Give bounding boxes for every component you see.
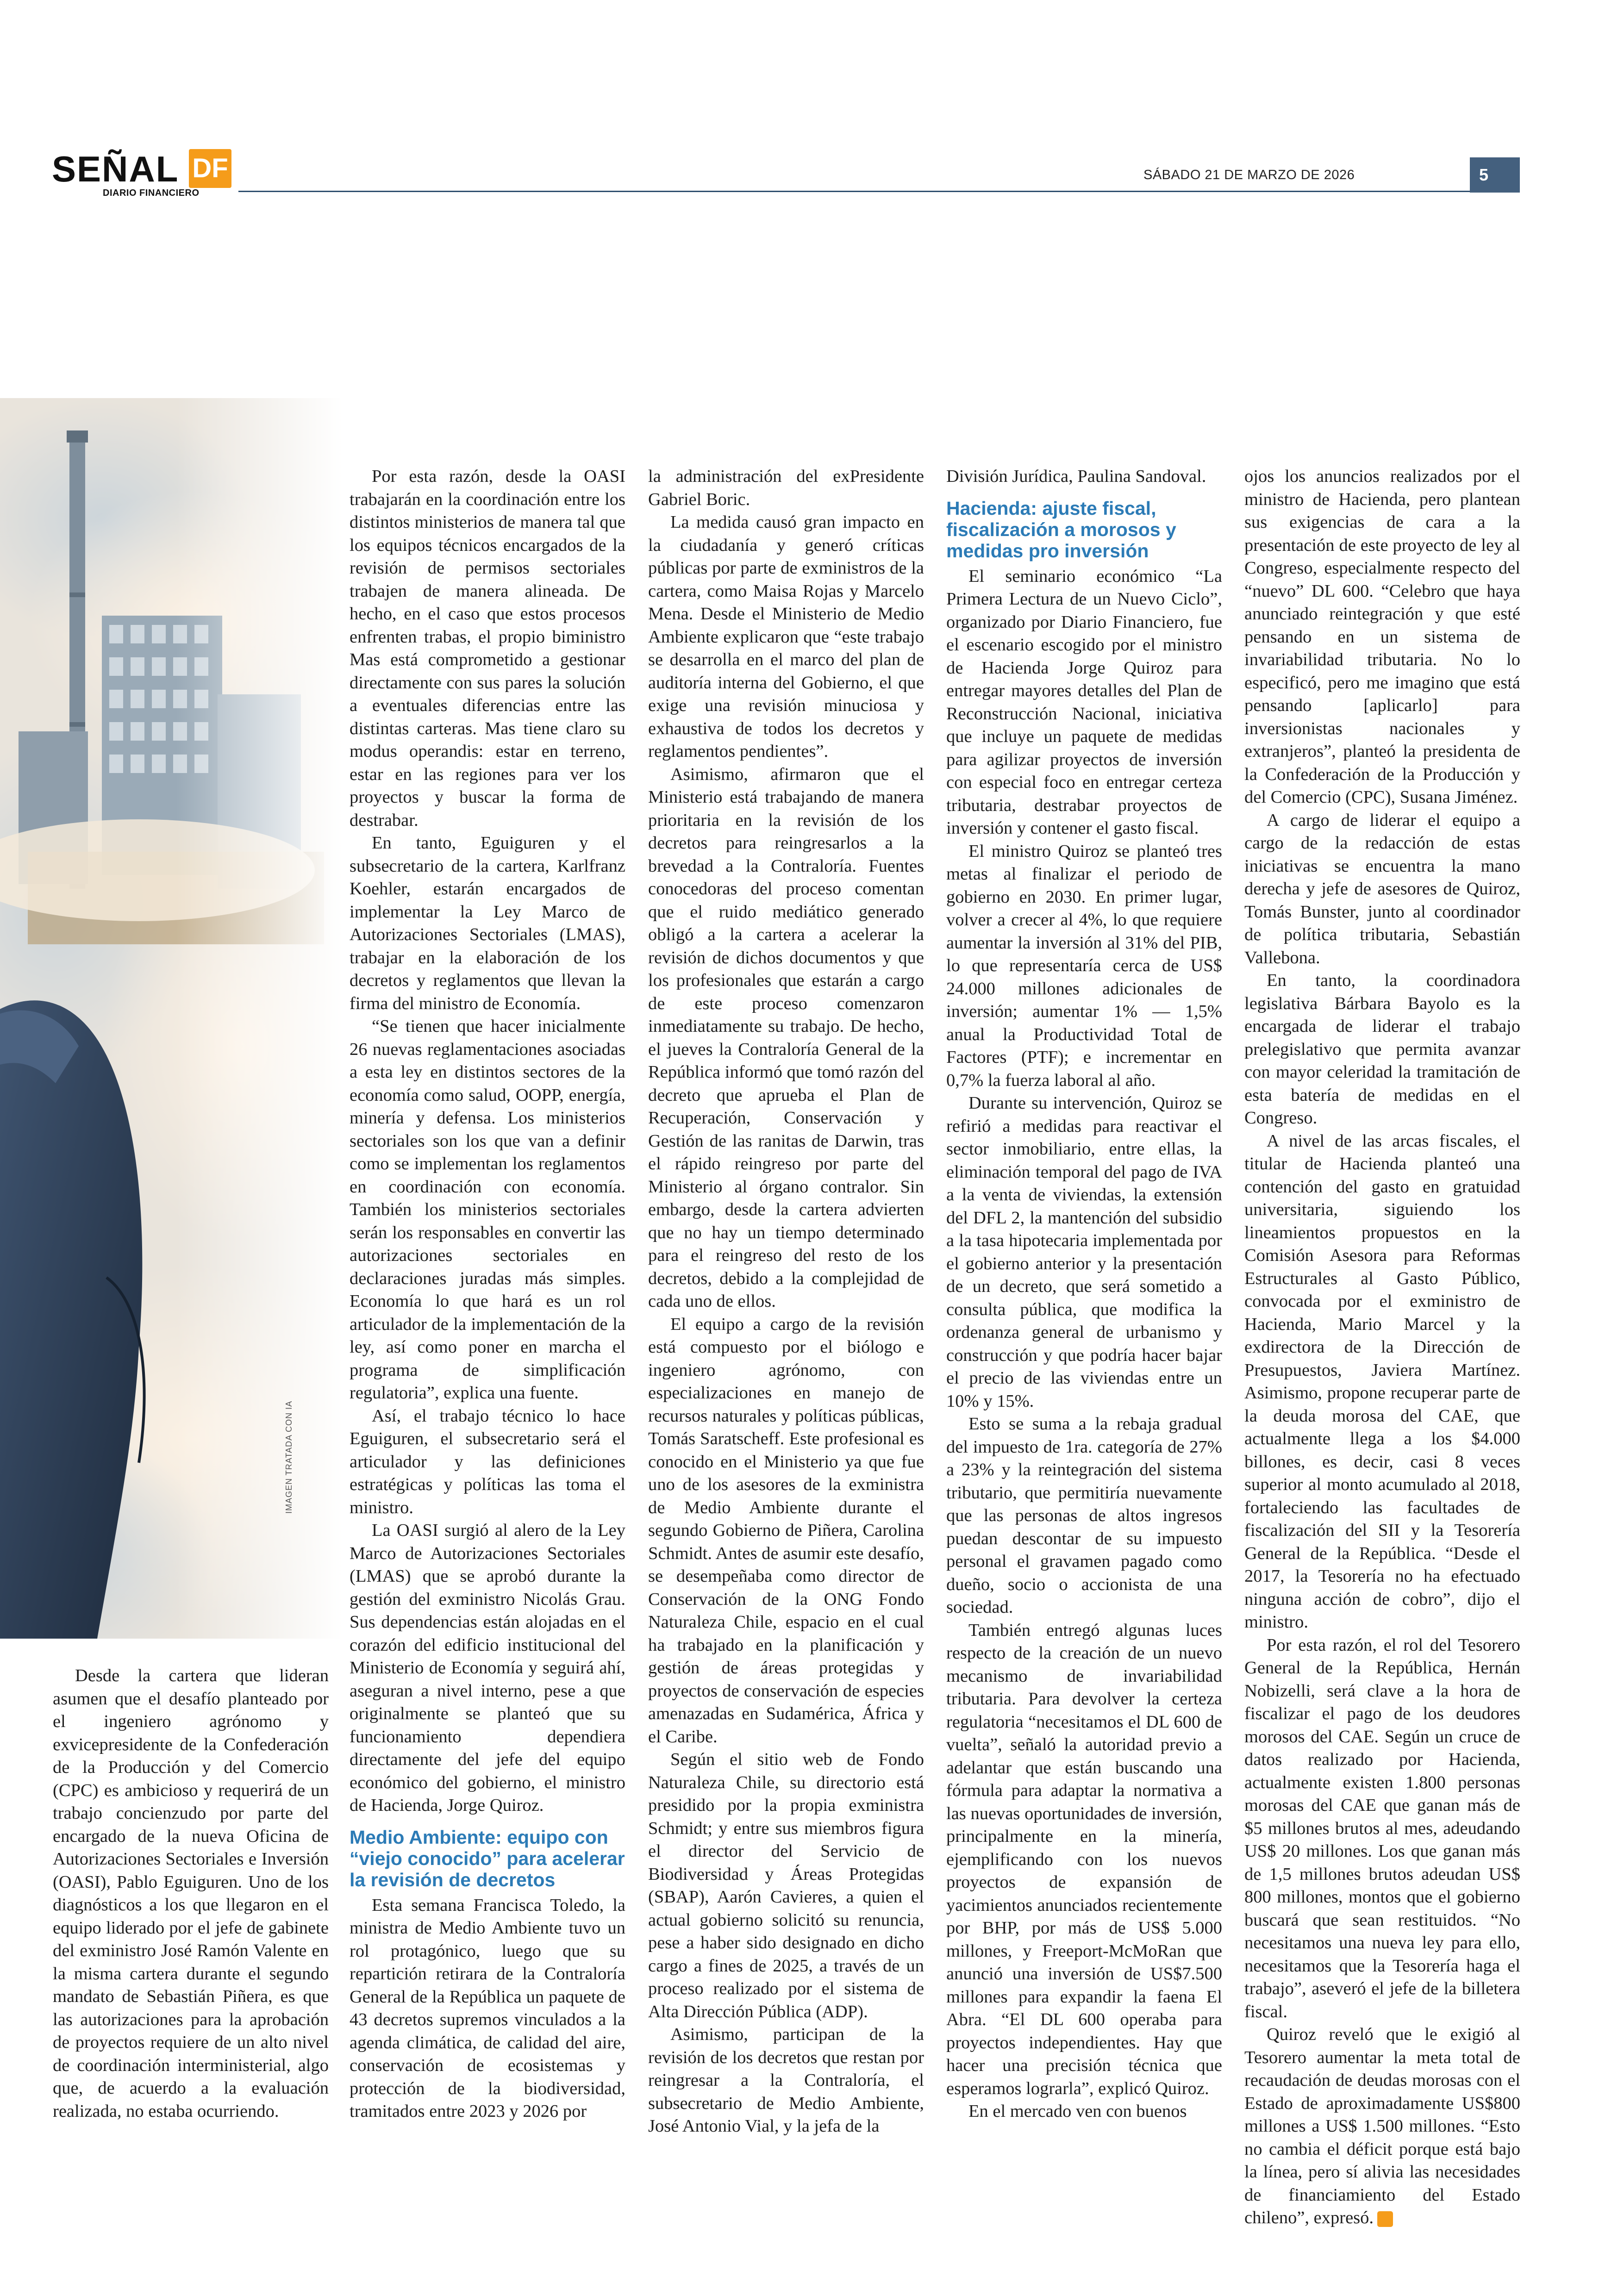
paragraph: Por esta razón, el rol del Tesorero General de la República, Hernán Nobizelli, será clave a la hora de fiscalizar el pago de los deudores morosos del CAE. Según un cruce de datos realizado por Hacienda, actualmente existen 1.800 personas morosas del CAE que ganan más de $5 millones brutos al mes, adeudando US$ 20 millones. Los que ganan más de 1,5 millones brutos adeudan US$ 800 millones, montos que el gobierno buscará que sean restituidos. “No necesitamos una nueva ley para ello, necesitamos que la Tesorería haga el trabajo”, aseveró el jefe de la billetera fiscal. <box>1244 1635 1520 2021</box>
paragraph: En tanto, Eguiguren y el subsecretario de la cartera, Karlfranz Koehler, estarán encargados de implementar la Ley Marco de Autorizaciones Sectoriales (LMAS), trabajar en la elaboración de los decretos y reglamentos que llevan la firma del ministro de Economía. <box>350 833 625 1013</box>
paragraph: En tanto, la coordinadora legislativa Bárbara Bayolo es la encargada de liderar el trabajo prelegislativo que permita avanzar con mayor celeridad la tramitación de esta batería de medidas en el Congreso. <box>1244 971 1520 1128</box>
article-column-2 <box>350 465 625 2123</box>
paragraph: La medida causó gran impacto en la ciudadanía y generó críticas públicas por parte de exministros de la cartera, como Maisa Rojas y Marcelo Mena. Desde el Ministerio de Medio Ambiente explicaron que “este trabajo se desarrolla en el marco del plan de auditoría interna del Gobierno, el que exige una revisión minuciosa y exhaustiva de todos los decretos y reglamentos pendientes”. <box>648 512 924 761</box>
section-subhead-hacienda: Hacienda: ajuste fiscal, fiscalización a morosos y medidas pro inversión <box>946 497 1176 561</box>
end-of-article-icon <box>1377 2211 1393 2227</box>
article-column-5 <box>1244 465 1520 2230</box>
image-credit: IMAGEN TRATADA CON IA <box>284 1400 294 1514</box>
paragraph-text: Quiroz reveló que le exigió al Tesorero aumentar la meta total de recaudación de deudas morosas con el Estado de aproximadamente US$800 millones a US$ 1.500 millones. “Esto no cambia el déficit porque está bajo la línea, pero sí alivia las necesidades de financiamiento del Estado chileno”, expresó. <box>1244 2025 1520 2227</box>
paragraph: Por esta razón, desde la OASI trabajarán en la coordinación entre los distintos ministerios de manera tal que los equipos técnicos encargados de la revisión de permisos sectoriales trabajen de manera alineada. De hecho, en el caso que estos procesos enfrenten trabas, el propio biministro Mas está comprometido a gestionar directamente con sus pares la solución a eventuales diferencias entre las distintas carteras. Mas tiene claro su modus operandis: estar en terreno, estar en las regiones para ver los proyectos y buscar la forma de destrabar. <box>350 467 625 830</box>
logo-df-badge: DF <box>189 149 231 188</box>
paragraph: “Se tienen que hacer inicialmente 26 nuevas reglamentaciones asociadas a esta ley en distintos sectores de la economía como salud, OOPP, energía, minería y defensa. Los ministerios sectoriales son los que van a definir como se implementan los reglamentos en coordinación con economía. También los ministerios sectoriales serán los responsables en convertir las autorizaciones sectoriales en declaraciones juradas más simples. Economía lo que hará es un rol articulador de la implementación de la ley, así como poner en marcha el programa de simplificación regulatoria”, explica una fuente. <box>350 1017 625 1403</box>
section-subhead-medio-ambiente: Medio Ambiente: equipo con “viejo conocido” para acelerar la revisión de decretos <box>350 1826 625 1890</box>
paragraph <box>1244 2023 1520 2230</box>
article-column-1 <box>53 1665 329 2123</box>
paragraph: División Jurídica, Paulina Sandoval. <box>946 467 1206 486</box>
paragraph: A nivel de las arcas fiscales, el titular de Hacienda planteó una contención del gasto en gratuidad universitaria, siguiendo los lineamientos propuestos en la Comisión Asesora para Reformas Estructurales al Gasto Público, convocada por el exministro de Hacienda, Mario Marcel y la exdirectora de la Dirección de Presupuestos, Javiera Martínez. Asimismo, propone recuperar parte de la deuda morosa del CAE, que actualmente llega a los $4.000 billones, es decir, casi 8 veces superior al monto acumulado al 2018, fortaleciendo las facultades de fiscalización del SII y la Tesorería General de la República. “Desde el 2017, la Tesorería no ha efectuado ninguna acción de cobro”, dijo el ministro. <box>1244 1131 1520 1632</box>
paragraph: Desde la cartera que lideran asumen que el desafío planteado por el ingeniero agrónomo y exvicepresidente de la Confederación de la Producción y del Comercio (CPC) es ambicioso y requerirá de un trabajo concienzudo por parte del encargado de la nueva Oficina de Autorizaciones Sectoriales e Inversión (OASI), Pablo Eguiguren. Uno de los diagnósticos a los que llegaron en el equipo liderado por el jefe de gabinete del exministro José Ramón Valente en la misma cartera durante el segundo mandato de Sebastián Piñera, es que las autorizaciones para la aprobación de proyectos requiere de un alto nivel de coordinación interministerial, algo que, de acuerdo a la evaluación realizada, no estaba ocurriendo. <box>53 1666 329 2121</box>
issue-date: SÁBADO 21 DE MARZO DE 2026 <box>1143 168 1355 182</box>
paragraph: Asimismo, afirmaron que el Ministerio está trabajando de manera prioritaria en la revisión de los decretos para reingresarlos a la brevedad a la Contraloría. Fuentes conocedoras del proceso comentan que el ruido mediático generado obligó a la cartera a acelerar la revisión de dichos documentos y que los profesionales que estarán a cargo de este proceso comenzaron inmediatamente su trabajo. De hecho, el jueves la Contraloría General de la República informó que tomó razón del decreto que aprueba el Plan de Recuperación, Conservación y Gestión de las ranitas de Darwin, tras el rápido reingreso por parte del Ministerio al órgano contralor. Sin embargo, desde la cartera advierten que no hay un tiempo determinado para el reingreso del resto de los decretos, debido a la complejidad de cada uno de ellos. <box>648 764 924 1311</box>
page-number: 5 <box>1470 157 1520 193</box>
header-divider <box>238 191 1470 192</box>
paragraph: El equipo a cargo de la revisión está compuesto por el biólogo e ingeniero agrónomo, con especializaciones en manejo de recursos naturales y políticas públicas, Tomás Saratscheff. Este profesional es conocido en el Ministerio ya que fue uno de los asesores de la exministra de Medio Ambiente durante el segundo Gobierno de Piñera, Carolina Schmidt. Antes de asumir este desafío, se desempeñaba como director de Conservación de la ONG Fondo Naturaleza Chile, espacio en el cual ha trabajado en la planificación y gestión de áreas protegidas y proyectos de conservación de especies amenazadas en Sudamérica, África y el Caribe. <box>648 1314 924 1746</box>
paragraph: ojos los anuncios realizados por el ministro de Hacienda, pero plantean sus exigencias de cara a la presentación de este proyecto de ley al Congreso, especialmente respecto del “nuevo” DL 600. “Celebro que haya anunciado reintegración y que esté pensando en un sistema de invariabilidad tributaria. No lo especificó, pero me imagino que está pensando [aplicarlo] para inversionistas nacionales y extranjeros”, planteó la presidenta de la Confederación de la Producción y del Comercio (CPC), Susana Jiménez. <box>1244 467 1520 807</box>
logo-wordmark: SEÑAL <box>52 149 179 189</box>
paragraph: Esta semana Francisca Toledo, la ministra de Medio Ambiente tuvo un rol protagónico, luego que su repartición retirara de la Contraloría General de la República un paquete de 43 decretos supremos vinculados a la agenda climática, de calidad del aire, conservación de ecosistemas y protección de la biodiversidad, tramitados entre 2023 y 2026 por <box>350 1895 625 2121</box>
paragraph: La OASI surgió al alero de la Ley Marco de Autorizaciones Sectoriales (LMAS) que se aprobó durante la gestión del exministro Nicolás Grau. Sus dependencias están alojadas en el corazón del edificio institucional del Ministerio de Economía y seguirá ahí, aseguran a nivel interno, pese a que originalmente se planteó que su funcionamiento dependiera directamente del jefe del equipo económico del gobierno, el ministro de Hacienda, Jorge Quiroz. <box>350 1521 625 1815</box>
paragraph: El seminario económico “La Primera Lectura de un Nuevo Ciclo”, organizado por Diario Financiero, fue el escenario escogido por el ministro de Hacienda Jorge Quiroz para entregar mayores detalles del Plan de Reconstrucción Nacional, iniciativa que incluye un paquete de medidas para agilizar proyectos de inversión con especial foco en entregar certeza tributaria, destrabar proyectos de inversión y contener el gasto fiscal. <box>946 566 1222 838</box>
logo-subtitle: DIARIO FINANCIERO <box>103 188 200 198</box>
paragraph: El ministro Quiroz se planteó tres metas al finalizar el periodo de gobierno en 2030. En primer lugar, volver a crecer al 4%, lo que requiere aumentar la inversión al 31% del PIB, lo que representaría cerca de US$ 24.000 millones adicionales de inversión; aumentar 1% — 1,5% anual la Productividad Total de Factores (PTF); e incrementar en 0,7% la fuerza laboral al año. <box>946 841 1222 1090</box>
paragraph: Durante su intervención, Quiroz se refirió a medidas para reactivar el sector inmobiliario, entre ellas, la eliminación temporal del pago de IVA a la venta de viviendas, la extensión del DFL 2, la mantención del subsidio a la tasa hipotecaria implementada por el gobierno anterior y la presentación de un decreto, que será sometido a consulta pública, que modifica la ordenanza general de urbanismo y construcción y que podría hacer bajar el precio de las viviendas entre un 10% y 15%. <box>946 1093 1222 1411</box>
paragraph: Así, el trabajo técnico lo hace Eguiguren, el subsecretario será el articulador y las definiciones estratégicas y políticas las toma el ministro. <box>350 1406 625 1517</box>
paragraph: la administración del exPresidente Gabriel Boric. <box>648 467 924 509</box>
article-column-3 <box>648 465 924 2138</box>
paragraph: En el mercado ven con buenos <box>968 2102 1187 2121</box>
paragraph: Según el sitio web de Fondo Naturaleza Chile, su directorio está presidido por la propia exministra Schmidt; y entre sus miembros figura el director del Servicio de Biodiversidad y Áreas Protegidas (SBAP), Aarón Cavieres, a quien el actual gobierno solicitó su renuncia, pese a haber sido designado en dicho cargo a fines de 2025, a través de un proceso realizado por el sistema de Alta Dirección Pública (ADP). <box>648 1750 924 2021</box>
paragraph: Asimismo, participan de la revisión de los decretos que restan por reingresar a la Contraloría, el subsecretario de Medio Ambiente, José Antonio Vial, y la jefa de la <box>648 2025 924 2136</box>
paragraph: A cargo de liderar el equipo a cargo de la redacción de estas iniciativas se encuentra la mano derecha y jefe de asesores de Quiroz, Tomás Bunster, junto al coordinador de política tributaria, Sebastián Vallebona. <box>1244 810 1520 967</box>
paragraph: Esto se suma a la rebaja gradual del impuesto de 1ra. categoría de 27% a 23% y la reintegración del sistema tributario, que permitiría nuevamente que las personas de altos ingresos puedan descontar de su impuesto personal el gravamen pagado como dueño, socio o accionista de una sociedad. <box>946 1414 1222 1617</box>
article-column-4 <box>946 465 1222 2123</box>
paragraph: También entregó algunas luces respecto de la creación de un nuevo mecanismo de invariabilidad tributaria. Para devolver la certeza regulatoria “necesitamos el DL 600 de vuelta”, señaló la autoridad previo a adelantar que están buscando una fórmula para adaptar la normativa a las nuevas oportunidades de inversión, principalmente en la minería, ejemplificando con los nuevos proyectos de expansión de yacimientos anunciados recientemente por BHP, por más de US$ 5.000 millones, y Freeport-McMoRan que anunció una inversión de US$7.500 millones para expandir la faena El Abra. “El DL 600 operaba para proyectos independientes. Hay que hacer una precisión técnica que esperamos lograrla”, explicó Quiroz. <box>946 1620 1222 2098</box>
